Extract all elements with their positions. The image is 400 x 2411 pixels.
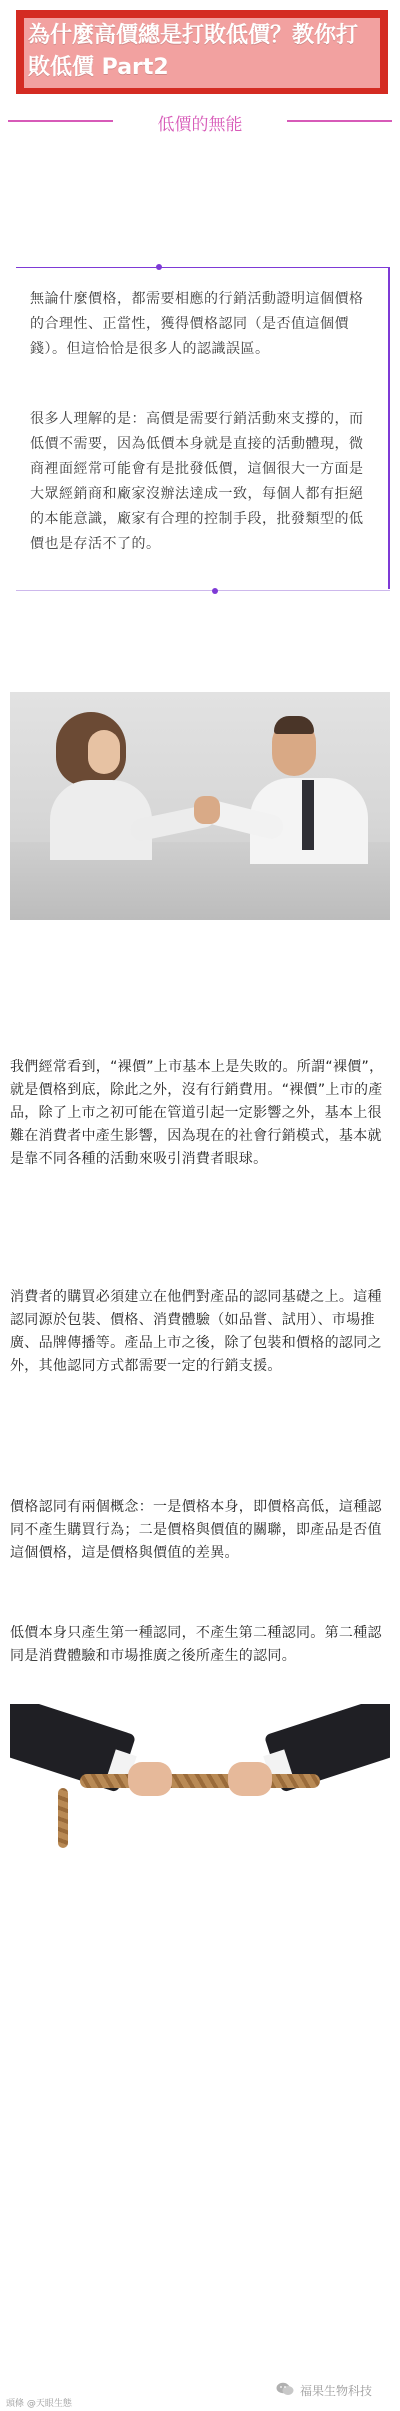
box-paragraph-1: 無論什麼價格，都需要相應的行銷活動證明這個價格的合理性、正當性，獲得價格認同（是否值這個價錢）。但這恰恰是很多人的認識誤區。	[30, 291, 364, 357]
page-title	[28, 20, 378, 84]
man-hair	[274, 716, 314, 734]
right-hand	[228, 1762, 272, 1796]
box-border-bottom	[16, 590, 390, 591]
footer-watermark: 頭條 @天眼生態	[6, 2399, 72, 2409]
box-border-right	[388, 267, 390, 589]
article-paragraph-1: 我們經常看到，“裸價”上市基本上是失敗的。所謂“裸價”，就是價格到底，除此之外，沒有行銷費用。“裸價”上市的產品，除了上市之初可能在管道引起一定影響之外，基本上很難在消費者中產生影響，因為現在的社會行銷模式，基本就是靠不同各種的活動來吸引消費者眼球。	[10, 1059, 384, 1167]
article-paragraph-3: 價格認同有兩個概念：一是價格本身，即價格高低，這種認同不產生購買行為；二是價格與價值的關聯，即產品是否值這個價格，這是價格與價值的差異。	[10, 1499, 382, 1561]
clasped-hands	[194, 796, 220, 824]
framed-quote-box	[16, 261, 390, 591]
rope-tug-photo	[10, 1704, 390, 1854]
box-dot-top	[156, 264, 162, 270]
section-label: 低價的無能	[157, 115, 243, 135]
page-title-line1: 為什麼高價總是打敗低價？教你打	[28, 23, 359, 48]
article-paragraph-2: 消費者的購買必須建立在他們對產品的認同基礎之上。這種認同源於包裝、價格、消費體驗（如品嘗、試用）、市場推廣、品牌傳播等。產品上市之後，除了包裝和價格的認同之外，其他認同方式都需要一定的行銷支援。	[10, 1289, 382, 1374]
box-paragraph-2: 很多人理解的是：高價是需要行銷活動來支撐的，而低價不需要，因為低價本身就是直接的活動體現，微商裡面經常可能會有是批發低價，這個很大一方面是大眾經銷商和廠家沒辦法達成一致，每個人都有拒絕的本能意識，廠家有合理的控制手段，批發類型的低價也是存活不了的。	[30, 411, 364, 552]
page-title-line2: 敗低價 Part2	[28, 55, 169, 80]
title-banner	[16, 10, 388, 94]
arm-wrestling-photo	[10, 692, 390, 920]
section-line-left	[8, 120, 113, 122]
box-border-top	[16, 267, 390, 268]
box-dot-bottom	[212, 588, 218, 594]
rope-tail	[58, 1788, 68, 1848]
rope	[80, 1774, 320, 1788]
wechat-icon	[276, 2382, 294, 2396]
section-header	[0, 104, 400, 138]
woman-face	[88, 730, 120, 774]
footer-brand-area	[276, 2380, 396, 2400]
man-tie	[302, 780, 314, 850]
left-hand	[128, 1762, 172, 1796]
section-line-right	[287, 120, 392, 122]
footer-brand: 福果生物科技	[300, 2384, 373, 2398]
article-paragraph-4: 低價本身只產生第一種認同，不產生第二種認同。第二種認同是消費體驗和市場推廣之後所產生的認同。	[10, 1625, 382, 1664]
